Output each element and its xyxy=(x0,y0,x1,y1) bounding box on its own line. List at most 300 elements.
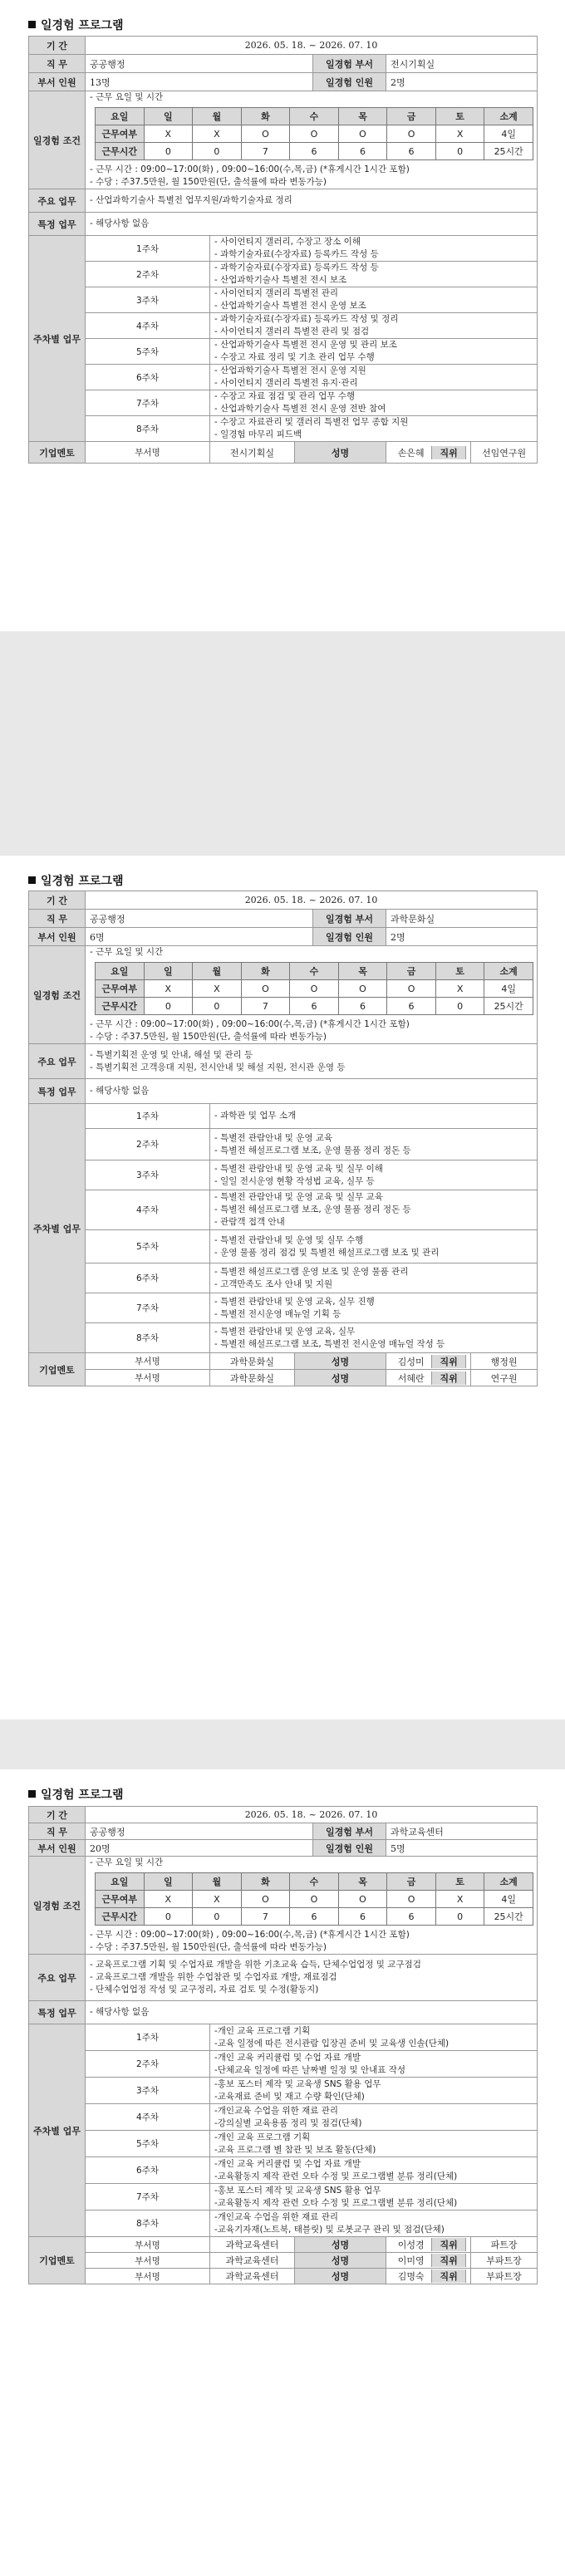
week-tasks xyxy=(210,365,538,390)
special-label: 특정 업무 xyxy=(29,213,86,236)
week-tasks xyxy=(210,2078,538,2104)
week-tasks xyxy=(210,390,538,416)
weekly-row xyxy=(29,2184,538,2210)
week-task-line: -교육활동지 제작 관련 오타 수정 및 프로그램별 분류 정리(단체) xyxy=(214,2197,458,2208)
week-tasks xyxy=(210,236,538,262)
schedule-header-cell: 수 xyxy=(290,108,339,125)
weekly-row xyxy=(29,2024,538,2051)
weekly-row xyxy=(29,1323,538,1353)
special-label: 특정 업무 xyxy=(29,1079,86,1104)
week-task-line: - 특별전 관람안내 및 운영 교육 xyxy=(214,1132,333,1143)
schedule-cell: X xyxy=(144,125,193,143)
schedule-cell: 25시간 xyxy=(484,143,533,160)
special-value: - 해당사항 없음 xyxy=(86,2001,538,2024)
week-task-line: - 사이언티지 갤러리 특별전 관리 xyxy=(214,288,338,298)
mentor-row xyxy=(29,1370,538,1386)
mentor-row xyxy=(29,1353,538,1370)
mentor-dept: 과학교육센터 xyxy=(210,2269,295,2284)
special-row xyxy=(29,2001,538,2024)
weekly-row xyxy=(29,2157,538,2184)
week-task-line: - 관람객 접객 안내 xyxy=(214,1217,285,1227)
schedule-row-label: 근무여부 xyxy=(96,1891,145,1908)
job-value: 공공행정 xyxy=(86,910,313,928)
week-task-line: -홍보 포스터 제작 및 교육생 SNS 활용 업무 xyxy=(214,2078,381,2089)
week-number: 7주차 xyxy=(86,390,210,416)
duty-line: - 교육프로그램 개발을 위한 수업참관 및 수업자료 개발, 재료점검 xyxy=(90,1972,337,1982)
schedule-header-row xyxy=(96,963,533,980)
schedule-header-cell: 수 xyxy=(290,963,339,980)
mentor-pos-label: 직위 xyxy=(432,2269,466,2283)
mentor-name xyxy=(386,2237,471,2253)
mentor-pos: 행정원 xyxy=(471,1353,538,1370)
week-task-line: - 산업과학기술사 특별전 전시 운영 지원 xyxy=(214,366,366,375)
program-table xyxy=(28,1806,538,2284)
week-number: 1주차 xyxy=(86,236,210,262)
period-value: 2026. 05. 18. ~ 2026. 07. 10 xyxy=(86,1807,538,1823)
schedule-header-row xyxy=(96,1873,533,1891)
schedule-header-cell: 월 xyxy=(193,963,242,980)
weekly-row xyxy=(29,313,538,339)
week-task-line: - 사이언티지 갤러리 특별전 유지·관리 xyxy=(214,378,358,388)
schedule-cell: O xyxy=(290,1891,339,1908)
square-bullet-icon xyxy=(28,21,36,28)
week-task-line: - 고객만족도 조사 안내 및 지원 xyxy=(214,1278,333,1289)
staff-row xyxy=(29,1840,538,1857)
period-label: 기 간 xyxy=(29,37,86,55)
job-row xyxy=(29,1823,538,1840)
special-label: 특정 업무 xyxy=(29,2001,86,2024)
dept-value: 전시기획실 xyxy=(386,55,538,73)
week-tasks xyxy=(210,2104,538,2131)
mentor-name-pos xyxy=(391,1355,466,1368)
mentor-pos-label: 직위 xyxy=(432,1371,466,1385)
mentor-label: 기업멘토 xyxy=(29,442,86,464)
mentor-pos-label: 직위 xyxy=(432,1355,466,1368)
schedule-table xyxy=(95,962,533,1015)
week-tasks xyxy=(210,1104,538,1129)
mentor-name xyxy=(386,1353,471,1370)
week-tasks xyxy=(210,1293,538,1323)
mentor-row xyxy=(29,442,538,464)
weekly-row xyxy=(29,2078,538,2104)
schedule-cell: X xyxy=(435,1891,484,1908)
duty-label: 주요 업무 xyxy=(29,189,86,213)
section-title-text: 일경험 프로그램 xyxy=(41,19,124,32)
duty-label: 주요 업무 xyxy=(29,1044,86,1079)
schedule-cell: O xyxy=(338,980,387,998)
schedule-header-cell: 일 xyxy=(144,108,193,125)
week-task-line: - 사이언티지 갤러리 특별전 관리 및 점검 xyxy=(214,326,370,336)
conditions-cell xyxy=(86,1857,538,1955)
duty-row xyxy=(29,189,538,213)
schedule-cell: 4일 xyxy=(484,1891,533,1908)
week-task-line: -교육기자재(노트북, 태블릿) 및 로봇교구 관리 및 점검(단체) xyxy=(214,2224,445,2235)
weekly-row xyxy=(29,339,538,365)
conditions-line: - 수당 : 주37.5만원, 월 150만원(단, 출석률에 따라 변동가능) xyxy=(90,1032,327,1042)
job-label: 직 무 xyxy=(29,910,86,928)
schedule-row-label: 근무여부 xyxy=(96,125,145,143)
schedule-cell: O xyxy=(241,1891,290,1908)
conditions-line: - 수당 : 주37.5만원, 월 150만원(단, 출석률에 따라 변동가능) xyxy=(90,177,327,187)
period-value: 2026. 05. 18. ~ 2026. 07. 10 xyxy=(86,891,538,910)
conditions-row xyxy=(29,1857,538,1955)
schedule-cell: O xyxy=(290,125,339,143)
mentor-row xyxy=(29,2253,538,2269)
week-task-line: -개인교육 수업을 위한 재료 관리 xyxy=(214,2105,338,2116)
schedule-cell: O xyxy=(387,125,436,143)
week-task-line: - 산업과학기술사 특별전 전시 운영 보조 xyxy=(214,301,366,311)
mentor-name-pos xyxy=(391,2254,466,2267)
schedule-row-label: 근무시간 xyxy=(96,1908,145,1926)
week-tasks xyxy=(210,2051,538,2078)
week-task-line: - 일경험 마무리 피드백 xyxy=(214,429,302,439)
week-task-line: - 산업과학기술사 특별전 전시 운영 전반 참여 xyxy=(214,404,386,414)
schedule-cell: X xyxy=(193,980,242,998)
week-task-line: - 수장고 자료관리 및 갤러리 특별전 업무 종합 지원 xyxy=(214,417,409,427)
week-task-line: -교육 일정에 따른 전시관람 입장권 준비 및 교육생 인솔(단체) xyxy=(214,2038,450,2049)
weekly-row xyxy=(29,1293,538,1323)
week-tasks xyxy=(210,339,538,365)
staff-value: 20명 xyxy=(86,1840,313,1857)
schedule-header-cell: 월 xyxy=(193,1873,242,1891)
conditions-line: - 수당 : 주37.5만원, 월 150만원(단, 출석률에 따라 변동가능) xyxy=(90,1942,327,1952)
weekly-row xyxy=(29,1190,538,1230)
schedule-row xyxy=(96,1908,533,1926)
section-title-text: 일경험 프로그램 xyxy=(41,875,124,888)
schedule-row xyxy=(96,1891,533,1908)
week-task-line: - 산업과학기술사 특별전 전시 보조 xyxy=(214,275,347,285)
period-label: 기 간 xyxy=(29,1807,86,1823)
schedule-cell: 25시간 xyxy=(484,1908,533,1926)
schedule-cell: X xyxy=(435,125,484,143)
schedule-row-label: 근무여부 xyxy=(96,980,145,998)
week-task-line: - 특별전 해설프로그램 보조, 운영 물품 정리 정돈 등 xyxy=(214,1145,411,1156)
mentor-label: 기업멘토 xyxy=(29,1353,86,1386)
week-tasks xyxy=(210,262,538,287)
week-number: 1주차 xyxy=(86,1104,210,1129)
job-row xyxy=(29,910,538,928)
schedule-cell: 6 xyxy=(338,143,387,160)
dept-label: 일경험 부서 xyxy=(313,910,386,928)
mentor-row xyxy=(29,2237,538,2253)
duty-cell xyxy=(86,1044,538,1079)
period-label: 기 간 xyxy=(29,891,86,910)
staff-row xyxy=(29,928,538,946)
mentor-name-text: 이성경 xyxy=(397,2240,425,2250)
schedule-cell: 7 xyxy=(241,143,290,160)
weekly-label: 주차별 업무 xyxy=(29,236,86,442)
schedule-cell: O xyxy=(338,125,387,143)
period-value: 2026. 05. 18. ~ 2026. 07. 10 xyxy=(86,37,538,55)
section-title xyxy=(28,17,124,33)
schedule-header-cell: 금 xyxy=(387,963,436,980)
week-task-line: - 특별전 관람안내 및 운영 및 실무 수행 xyxy=(214,1234,364,1245)
duty-line: - 교육프로그램 기획 및 수업자료 개발을 위한 기초교육 습득, 단체수업업정 및 교구점검 xyxy=(90,1960,421,1970)
mentor-name-pos xyxy=(391,1371,466,1385)
week-task-line: -단체교육 일정에 따른 날짜별 일정 및 안내표 작성 xyxy=(214,2064,406,2075)
week-number: 8주차 xyxy=(86,1323,210,1353)
mentor-name-label: 성명 xyxy=(295,2237,386,2253)
duty-line: - 산업과학기술사 특별전 업무지원/과학기술자료 정리 xyxy=(90,195,292,205)
week-task-line: - 일일 전시운영 현황 작성법 교육, 실무 등 xyxy=(214,1175,375,1186)
week-task-line: -홍보 포스터 제작 및 교육생 SNS 활용 업무 xyxy=(214,2185,381,2196)
week-tasks xyxy=(210,2131,538,2157)
weekly-row xyxy=(29,1230,538,1263)
schedule-header-row xyxy=(96,108,533,125)
conditions-cell xyxy=(86,91,538,189)
mentor-pos-label: 직위 xyxy=(432,2254,466,2267)
schedule-cell: O xyxy=(241,125,290,143)
duty-line: - 단체수업업정 작성 및 교구정리, 자료 검토 및 수정(활동지) xyxy=(90,1985,319,1995)
week-tasks xyxy=(210,2210,538,2237)
schedule-cell: 0 xyxy=(193,143,242,160)
square-bullet-icon xyxy=(28,876,36,884)
schedule-cell: 4일 xyxy=(484,125,533,143)
week-task-line: - 운영 물품 정리 점검 및 특별전 해설프로그램 보조 및 관리 xyxy=(214,1247,440,1258)
week-number: 8주차 xyxy=(86,416,210,442)
mentor-dept-label: 부서명 xyxy=(86,2237,210,2253)
schedule-header-cell: 요일 xyxy=(96,1873,145,1891)
schedule-header-cell: 화 xyxy=(241,1873,290,1891)
program-table xyxy=(28,891,538,1386)
staff-label: 부서 인원 xyxy=(29,1840,86,1857)
job-label: 직 무 xyxy=(29,1823,86,1840)
staff-label: 부서 인원 xyxy=(29,73,86,91)
weekly-row xyxy=(29,236,538,262)
week-number: 3주차 xyxy=(86,287,210,313)
weekly-row xyxy=(29,287,538,313)
mentor-name-pos xyxy=(391,2269,466,2283)
weekly-row xyxy=(29,1104,538,1129)
conditions-cell xyxy=(86,946,538,1044)
schedule-cell: 7 xyxy=(241,1908,290,1926)
week-task-line: -개인 교육 커리큘럼 및 수업 자료 개발 xyxy=(214,2052,361,2063)
mentor-pos: 부파트장 xyxy=(471,2269,538,2284)
week-task-line: - 특별전 관람안내 및 운영 교육, 실무 xyxy=(214,1326,356,1337)
duty-cell xyxy=(86,1955,538,2001)
week-number: 8주차 xyxy=(86,2210,210,2237)
week-number: 3주차 xyxy=(86,2078,210,2104)
schedule-cell: 0 xyxy=(435,143,484,160)
duty-cell xyxy=(86,189,538,213)
schedule-cell: 6 xyxy=(290,1908,339,1926)
week-number: 7주차 xyxy=(86,2184,210,2210)
week-number: 5주차 xyxy=(86,1230,210,1263)
mentor-name-text: 김성미 xyxy=(397,1356,425,1367)
week-tasks xyxy=(210,2157,538,2184)
job-value: 공공행정 xyxy=(86,1823,313,1840)
duty-line: - 특별기획전 운영 및 안내, 해설 및 관리 등 xyxy=(90,1049,253,1060)
week-tasks xyxy=(210,1129,538,1160)
conditions-title: - 근무 요일 및 시간 xyxy=(90,92,164,102)
schedule-cell: X xyxy=(144,980,193,998)
mentor-dept-label: 부서명 xyxy=(86,2253,210,2269)
mentor-name-label: 성명 xyxy=(295,1370,386,1386)
square-bullet-icon xyxy=(28,1790,36,1798)
mentor-row xyxy=(29,2269,538,2284)
mentor-dept-label: 부서명 xyxy=(86,1353,210,1370)
mentor-name-pos xyxy=(391,2238,466,2251)
week-tasks xyxy=(210,416,538,442)
schedule-row xyxy=(96,143,533,160)
schedule-header-cell: 소계 xyxy=(484,1873,533,1891)
conditions-label: 일경험 조건 xyxy=(29,946,86,1044)
week-task-line: - 특별전 해설프로그램 보조, 운영 물품 정리 정돈 등 xyxy=(214,1205,411,1214)
weekly-row xyxy=(29,1263,538,1293)
week-tasks xyxy=(210,2024,538,2051)
week-task-line: -교육 프로그램 별 참관 및 보조 활동(단체) xyxy=(214,2144,376,2155)
schedule-row-label: 근무시간 xyxy=(96,143,145,160)
mentor-dept: 과학문화실 xyxy=(210,1370,295,1386)
schedule-row xyxy=(96,998,533,1015)
week-number: 5주차 xyxy=(86,339,210,365)
week-number: 4주차 xyxy=(86,313,210,339)
schedule-cell: 6 xyxy=(387,1908,436,1926)
schedule-header-cell: 목 xyxy=(338,963,387,980)
interns-label: 일경험 인원 xyxy=(313,1840,386,1857)
schedule-cell: 0 xyxy=(144,1908,193,1926)
job-value: 공공행정 xyxy=(86,55,313,73)
mentor-name xyxy=(386,2269,471,2284)
conditions-label: 일경험 조건 xyxy=(29,1857,86,1955)
mentor-dept-label: 부서명 xyxy=(86,1370,210,1386)
week-number: 3주차 xyxy=(86,1160,210,1190)
week-task-line: - 산업과학기술사 특별전 전시 운영 및 관리 보조 xyxy=(214,340,397,350)
schedule-cell: 7 xyxy=(241,998,290,1015)
week-task-line: - 특별전 해설프로그램 보조, 특별전 전시운영 매뉴얼 작성 등 xyxy=(214,1338,445,1349)
mentor-dept: 과학문화실 xyxy=(210,1353,295,1370)
schedule-cell: 0 xyxy=(144,998,193,1015)
mentor-name-text: 손은혜 xyxy=(397,447,425,459)
period-row xyxy=(29,891,538,910)
week-number: 2주차 xyxy=(86,2051,210,2078)
conditions-row xyxy=(29,91,538,189)
job-label: 직 무 xyxy=(29,55,86,73)
duty-row xyxy=(29,1955,538,2001)
mentor-pos: 파트장 xyxy=(471,2237,538,2253)
weekly-row xyxy=(29,262,538,287)
week-task-line: - 수장고 자료 정리 및 기초 관리 업무 수행 xyxy=(214,352,375,362)
schedule-cell: 6 xyxy=(338,998,387,1015)
job-row xyxy=(29,55,538,73)
section-title-text: 일경험 프로그램 xyxy=(41,1788,124,1802)
mentor-dept: 과학교육센터 xyxy=(210,2253,295,2269)
schedule-cell: O xyxy=(387,1891,436,1908)
mentor-name-label: 성명 xyxy=(295,1353,386,1370)
schedule-table xyxy=(95,107,533,160)
mentor-name xyxy=(386,2253,471,2269)
duty-line: - 특별기획전 고객응대 지원, 전시안내 및 해설 지원, 전시관 운영 등 xyxy=(90,1062,346,1072)
conditions-label: 일경험 조건 xyxy=(29,91,86,189)
schedule-row xyxy=(96,980,533,998)
mentor-pos: 부파트장 xyxy=(471,2253,538,2269)
weekly-row xyxy=(29,1129,538,1160)
schedule-cell: 25시간 xyxy=(484,998,533,1015)
week-task-line: - 특별전 관람안내 및 운영 교육, 실무 진행 xyxy=(214,1296,375,1307)
interns-label: 일경험 인원 xyxy=(313,928,386,946)
mentor-name-pos xyxy=(391,446,466,459)
week-number: 4주차 xyxy=(86,1190,210,1230)
special-value: - 해당사항 없음 xyxy=(86,213,538,236)
week-tasks xyxy=(210,1230,538,1263)
conditions-line: - 근무 시간 : 09:00~17:00(화) , 09:00~16:00(수,목,금) (*휴게시간 1시간 포함) xyxy=(90,164,410,174)
weekly-label: 주차별 업무 xyxy=(29,1104,86,1353)
schedule-header-cell: 금 xyxy=(387,108,436,125)
weekly-label: 주차별 업무 xyxy=(29,2024,86,2237)
schedule-cell: O xyxy=(338,1891,387,1908)
week-tasks xyxy=(210,1263,538,1293)
dept-label: 일경험 부서 xyxy=(313,55,386,73)
dept-value: 과학문화실 xyxy=(386,910,538,928)
interns-value: 2명 xyxy=(386,928,538,946)
schedule-cell: O xyxy=(241,980,290,998)
weekly-row xyxy=(29,1160,538,1190)
staff-value: 6명 xyxy=(86,928,313,946)
dept-label: 일경험 부서 xyxy=(313,1823,386,1840)
mentor-name-text: 서혜란 xyxy=(397,1372,425,1384)
staff-row xyxy=(29,73,538,91)
schedule-header-cell: 소계 xyxy=(484,108,533,125)
mentor-name xyxy=(386,1370,471,1386)
week-tasks xyxy=(210,1190,538,1230)
schedule-cell: X xyxy=(435,980,484,998)
week-task-line: - 사이언티지 갤러리, 수장고 장소 이해 xyxy=(214,237,361,247)
weekly-row xyxy=(29,2131,538,2157)
mentor-pos: 선임연구원 xyxy=(471,442,538,464)
mentor-pos: 연구원 xyxy=(471,1370,538,1386)
schedule-cell: 0 xyxy=(144,143,193,160)
schedule-header-cell: 금 xyxy=(387,1873,436,1891)
schedule-header-cell: 토 xyxy=(435,963,484,980)
schedule-header-cell: 화 xyxy=(241,108,290,125)
week-number: 4주차 xyxy=(86,2104,210,2131)
special-value: - 해당사항 없음 xyxy=(86,1079,538,1104)
schedule-header-cell: 화 xyxy=(241,963,290,980)
week-task-line: - 과학관 및 업무 소개 xyxy=(214,1111,297,1121)
weekly-row xyxy=(29,2210,538,2237)
interns-label: 일경험 인원 xyxy=(313,73,386,91)
mentor-dept-label: 부서명 xyxy=(86,442,210,464)
week-task-line: - 특별전 해설프로그램 운영 보조 및 운영 물품 관리 xyxy=(214,1266,409,1277)
mentor-name-text: 이미영 xyxy=(397,2255,425,2266)
program-table xyxy=(28,36,538,464)
schedule-cell: X xyxy=(193,125,242,143)
conditions-line: - 근무 시간 : 09:00~17:00(화) , 09:00~16:00(수,목,금) (*휴게시간 1시간 포함) xyxy=(90,1930,410,1940)
schedule-cell: 6 xyxy=(387,998,436,1015)
schedule-header-cell: 토 xyxy=(435,108,484,125)
schedule-cell: 6 xyxy=(290,143,339,160)
schedule-cell: X xyxy=(193,1891,242,1908)
schedule-cell: 6 xyxy=(387,143,436,160)
mentor-name-label: 성명 xyxy=(295,442,386,464)
staff-value: 13명 xyxy=(86,73,313,91)
week-tasks xyxy=(210,287,538,313)
duty-row xyxy=(29,1044,538,1079)
schedule-cell: 0 xyxy=(193,998,242,1015)
week-task-line: -개인 교육 커리큘럼 및 수업 자료 개발 xyxy=(214,2158,361,2169)
schedule-cell: O xyxy=(290,980,339,998)
schedule-header-cell: 목 xyxy=(338,108,387,125)
schedule-cell: 0 xyxy=(193,1908,242,1926)
week-task-line: -교육재료 준비 및 재고 수량 확인(단체) xyxy=(214,2091,365,2102)
week-task-line: - 특별전 전시운영 매뉴얼 기획 등 xyxy=(214,1308,341,1319)
week-tasks xyxy=(210,1160,538,1190)
schedule-header-cell: 일 xyxy=(144,1873,193,1891)
schedule-cell: 6 xyxy=(290,998,339,1015)
week-tasks xyxy=(210,313,538,339)
mentor-pos-label: 직위 xyxy=(432,2238,466,2251)
week-task-line: - 특별전 관람안내 및 운영 교육 및 실무 이해 xyxy=(214,1163,383,1174)
